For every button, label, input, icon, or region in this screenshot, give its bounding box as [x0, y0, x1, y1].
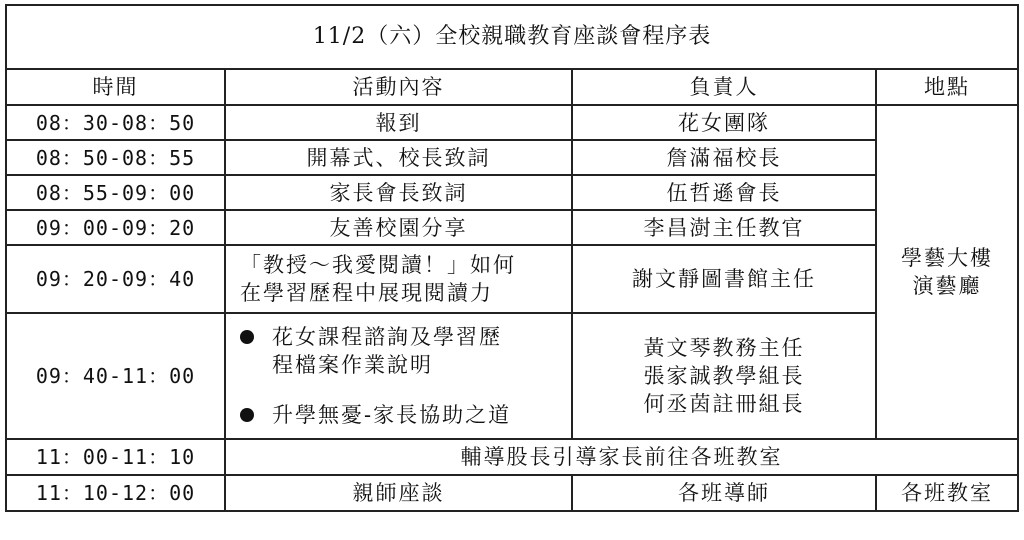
- header-activity: 活動內容: [225, 69, 572, 105]
- location-cell-main: [876, 105, 1018, 439]
- activity-line-2: 在學習歷程中展現閱讀力: [240, 281, 493, 305]
- person-cell: 花女團隊: [572, 105, 876, 140]
- title-row: [6, 5, 1018, 69]
- time-cell: 08：55-09：00: [6, 175, 225, 210]
- activity-cell: 友善校園分享: [225, 210, 572, 245]
- bullet-line: 升學無憂-家長協助之道: [272, 403, 512, 427]
- activity-cell: 報到: [225, 105, 572, 140]
- table-row: [6, 140, 1018, 175]
- time-cell: 08：50-08：55: [6, 140, 225, 175]
- page-title: 11/2（六）全校親職教育座談會程序表: [6, 5, 1018, 69]
- table-row: [6, 175, 1018, 210]
- schedule-table: [5, 4, 1019, 512]
- time-cell: 08：30-08：50: [6, 105, 225, 140]
- activity-line-1: 「教授～我愛閱讀！」如何: [240, 253, 516, 277]
- person-cell: [572, 313, 876, 439]
- person-cell: 李昌澍主任教官: [572, 210, 876, 245]
- activity-cell: 親師座談: [225, 475, 572, 511]
- location-line-1: 學藝大樓: [901, 246, 994, 270]
- table-row: [6, 439, 1018, 475]
- table-row: [6, 475, 1018, 511]
- activity-cell: 開幕式、校長致詞: [225, 140, 572, 175]
- bullet-line-1: 花女課程諮詢及學習歷: [272, 325, 502, 349]
- bullet-icon: [240, 408, 254, 422]
- table-row: [6, 245, 1018, 313]
- person-cell: 詹滿福校長: [572, 140, 876, 175]
- person-cell: 謝文靜圖書館主任: [572, 245, 876, 313]
- time-cell: 09：20-09：40: [6, 245, 225, 313]
- header-location: 地點: [876, 69, 1018, 105]
- table-row: [6, 210, 1018, 245]
- activity-cell-wide: 輔導股長引導家長前往各班教室: [225, 439, 1018, 475]
- header-person: 負責人: [572, 69, 876, 105]
- header-time: 時間: [6, 69, 225, 105]
- bullet-line-2: 程檔案作業說明: [272, 353, 433, 377]
- activity-cell: [225, 245, 572, 313]
- time-cell: 09：00-09：20: [6, 210, 225, 245]
- activity-cell: [225, 313, 572, 439]
- person-line-3: 何丞茵註冊組長: [643, 392, 805, 416]
- location-line-2: 演藝廳: [912, 274, 982, 298]
- schedule-sheet: [5, 4, 1019, 512]
- person-cell: 伍哲遜會長: [572, 175, 876, 210]
- time-cell: 11：00-11：10: [6, 439, 225, 475]
- person-cell: 各班導師: [572, 475, 876, 511]
- person-line-2: 張家誠教學組長: [643, 364, 805, 388]
- time-cell: 11：10-12：00: [6, 475, 225, 511]
- activity-cell: 家長會長致詞: [225, 175, 572, 210]
- table-row: [6, 105, 1018, 140]
- location-cell: 各班教室: [876, 475, 1018, 511]
- table-row: [6, 313, 1018, 439]
- bullet-item: [240, 401, 567, 429]
- time-cell: 09：40-11：00: [6, 313, 225, 439]
- person-line-1: 黃文琴教務主任: [643, 336, 805, 360]
- bullet-icon: [240, 330, 254, 344]
- header-row: [6, 69, 1018, 105]
- bullet-item: [240, 323, 567, 379]
